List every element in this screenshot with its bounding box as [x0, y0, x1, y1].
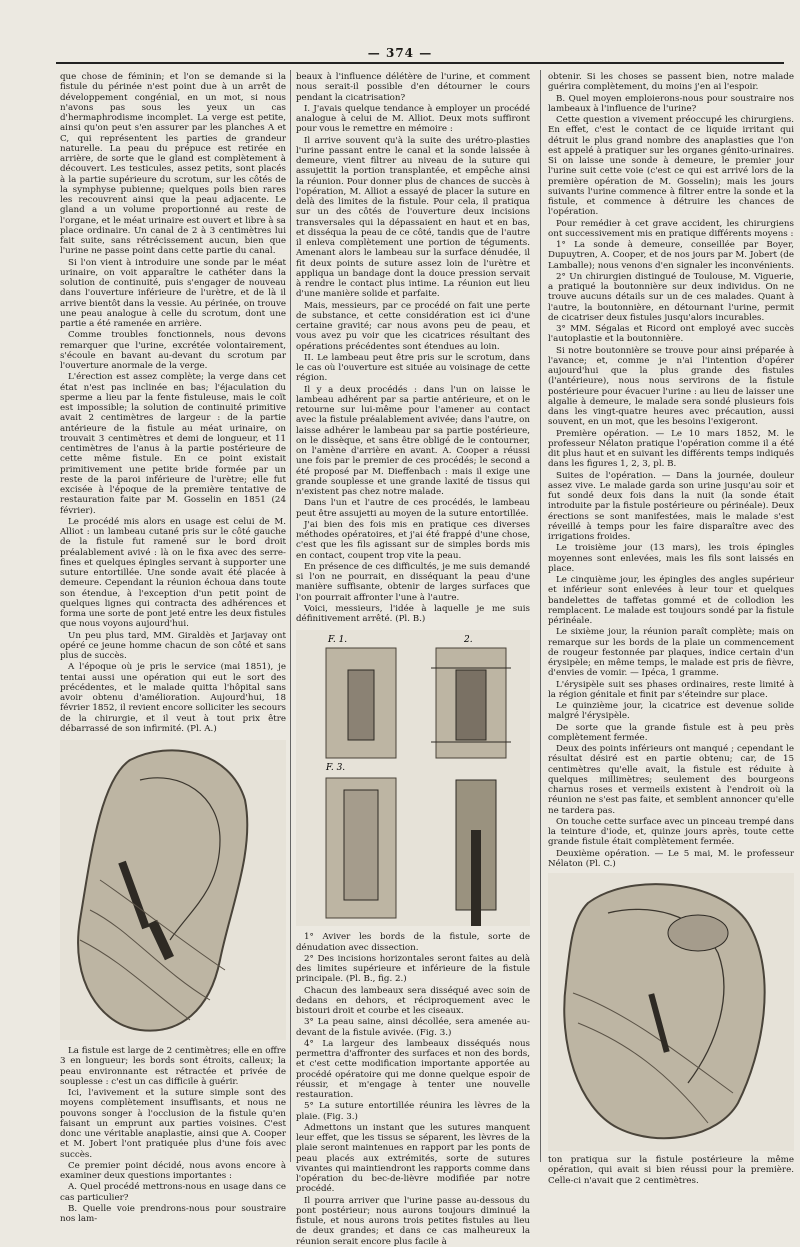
- paragraph: Le troisième jour (13 mars), les trois épingles moyennes sont enlevées, mais les fils sont laissés en place.: [548, 543, 794, 574]
- paragraph: Cette question a vivement préoccupé les chirurgiens. En effet, c'est le contact de ce liquide irritant qui détruit le plus grand nombre des anaplasties que l'on est appelé à pratiquer sur les organes génito-urinaires. Si on laisse une sonde à demeure, le premier jour l'urine suit cette voie (c'est ce qui est arrivé lors de la première opération de M. Gosselin); mais les jours suivants l'urine commence à filtrer entre la sonde et la fistule, et commence à détruire les chances de l'opération.: [548, 115, 794, 218]
- paragraph: On touche cette surface avec un pinceau trempé dans la teinture d'iode, et, quinze jours après, toute cette grande fistule était complètement fermée.: [548, 816, 794, 848]
- paragraph: ton pratiqua sur la fistule postérieure la même opération, qui avait si bien réussi pour la première. Celle-ci n'avait que 2 centimètres.: [548, 1155, 794, 1186]
- paragraph: A. Quel procédé mettrons-nous en usage dans ce cas particulier?: [60, 1182, 286, 1203]
- paragraph: La fistule est large de 2 centimètres; elle en offre 3 en longueur; les bords sont étroits, calleux; la peau environnante est rétractée et privée de souplesse : c'est un cas difficile à guérir.: [60, 1046, 286, 1087]
- column-2: [296, 72, 530, 1247]
- paragraph: Dans l'un et l'autre de ces procédés, le lambeau peut être assujetti au moyen de la suture entortillée.: [296, 498, 530, 519]
- paragraph: Si notre boutonnière se trouve pour ainsi préparée à l'avance; et, comme je n'ai l'intention d'opérer aujourd'hui que la plus grande des fistules (l'antérieure), nous nous servirons de la fistule postérieure pour évacuer l'urine : au lieu de laisser une algalie à demeure, le malade sera sondé plusieurs fois dans les vingt-quatre heures avec précaution, aussi souvent, en un mot, que les besoins l'exigeront.: [548, 345, 794, 428]
- paragraph: En présence de ces difficultés, je me suis demandé si l'on ne pourrait, en disséquant la peau d'une manière suffisante, obtenir de larges surfaces que l'on pourrait affronter l'une à l'autre.: [296, 561, 530, 603]
- paragraph: Chacun des lambeaux sera disséqué avec soin de dedans en dehors, et réciproquement avec le bistouri droit et courbe et les ciseaux.: [296, 985, 530, 1016]
- plate-c-engraving: [548, 873, 794, 1151]
- paragraph: 5° La suture entortillée réunira les lèvres de la plaie. (Fig. 3.): [296, 1101, 530, 1122]
- paragraph: Deuxième opération. — Le 5 mai, M. le professeur Nélaton (Pl. C.): [548, 848, 794, 869]
- paragraph: 4° La largeur des lambeaux disséqués nous permettra d'affronter des surfaces et non des bords, et c'est cette modification importante apportée au procédé opératoire qui me donne quelque espoir de réussir, et m'engage à tenter une nouvelle restauration.: [296, 1038, 530, 1100]
- column-3: [548, 72, 794, 1186]
- paragraph: Suites de l'opération. — Dans la journée, douleur assez vive. Le malade garda son urine jusqu'au soir et fut sondé deux fois dans la nuit (la sonde était introduite par la fistule postérieure ou périnéale). Deux érections se sont manifestées, mais le malade s'est réveillé à temps pour les faire disparaître avec des irrigations froides.: [548, 470, 794, 542]
- paragraph: J'ai bien des fois mis en pratique ces diverses méthodes opératoires, et j'ai été frappé d'une chose, c'est que les fils agissant sur de simples bords mis en contact, coupent trop vite la peau.: [296, 519, 530, 561]
- paragraph: L'érysipèle suit ses phases ordinaires, reste limité à la région génitale et finit par s'éteindre sur place.: [548, 679, 794, 700]
- paragraph: I. J'avais quelque tendance à employer un procédé analogue à celui de M. Alliot. Deux mots suffiront pour vous le remettre en mémoire :: [296, 103, 530, 135]
- paragraph: 2° Des incisions horizontales seront faites au delà des limites supérieure et inférieure de la fistule principale. (Pl. B., fig. 2.): [296, 953, 530, 985]
- paragraph: 3° La peau saine, ainsi décollée, sera amenée au-devant de la fistule avivée. (Fig. 3.): [296, 1017, 530, 1038]
- paragraph: Le cinquième jour, les épingles des angles supérieur et inférieur sont enlevées à leur tour et quelques bandelettes de taffetas gommé et de collodion les remplacent. Le malade est toujours sondé par la fistule périnéale.: [548, 575, 794, 626]
- plate-c-illustration: [548, 873, 794, 1151]
- figure-label: F. 3.: [326, 763, 346, 774]
- plate-b-engraving: [296, 630, 530, 926]
- paragraph: Il pourra arriver que l'urine passe au-dessous du pont postérieur; nous aurons toujours diminué la fistule, et nous aurons trois petites fistules au lieu de deux grandes; et dans ce cas malheureux la réunion serait encore plus facile à: [296, 1195, 530, 1247]
- column-1: [60, 72, 286, 1224]
- paragraph: 2° Un chirurgien distingué de Toulouse, M. Viguerie, a pratiqué la boutonnière sur deux individus. On ne trouve aucuns détails sur un de ces malades. Quant à l'autre, la boutonnière, en détournant l'urine, permit de cicatriser deux fistules jusqu'alors incurables.: [548, 271, 794, 323]
- figure-label: 2.: [464, 635, 473, 646]
- figure-label: F. 1.: [328, 635, 348, 646]
- header-rule: [56, 62, 784, 64]
- plate-a-engraving: [60, 740, 286, 1040]
- paragraph: beaux à l'influence délétère de l'urine, et comment nous serait-il possible d'en détourner le cours pendant la cicatrisation?: [296, 72, 530, 103]
- column-divider: [290, 70, 291, 1162]
- page-number: — 374 —: [367, 46, 433, 60]
- paragraph: Comme troubles fonctionnels, nous devons remarquer que l'urine, excrétée volontairement, s'écoule en bavant au-devant du scrotum par l'ouverture anormale de la verge.: [60, 330, 286, 371]
- paragraph: que chose de féminin; et l'on se demande si la fistule du périnée n'est point due à un arrêt de développement congénial, en un mot, si nous n'avons pas sous les yeux un cas d'hermaphrodisme incomplet. La verge est petite, ainsi qu'on peut s'en assurer par les planches A et C, qui représentent les parties de grandeur naturelle. La peau du prépuce est retirée en arrière, de sorte que le gland est complètement à découvert. Les testicules, assez petits, sont placés à la partie supérieure du scrotum, sur les côtés de la symphyse pubienne; quelques poils bien rares les recouvrent ainsi que la peau adjacente. Le gland a un volume proportionné au reste de l'organe, et le méat urinaire est ouvert et libre à sa place ordinaire. Un canal de 2 à 3 centimètres lui fait suite, sans rétrécissement aucun, bien que l'urine ne passe point dans cette partie du canal.: [60, 72, 286, 257]
- paragraph: Un peu plus tard, MM. Giraldès et Jarjavay ont opéré ce jeune homme chacun de son côté et sans plus de succès.: [60, 630, 286, 661]
- paragraph: Le procédé mis alors en usage est celui de M. Alliot : un lambeau cutané pris sur le côté gauche de la fistule fut ramené sur le bord droit préalablement avivé : là on le fixa avec des serre-fines et quelques épingles servant à supporter une suture entortillée. Une sonde avait été placée à demeure. Cependant la réunion échoua dans toute son étendue, à l'exception d'un petit point de quelques lignes qui contracta des adhérences et forma une sorte de pont jeté entre les deux fistules que nous voyons aujourd'hui.: [60, 516, 286, 630]
- plate-a-illustration: [60, 740, 286, 1040]
- paragraph: 3° MM. Ségalas et Ricord ont employé avec succès l'autoplastie et la boutonnière.: [548, 324, 794, 345]
- paragraph: Ici, l'avivement et la suture simple sont des moyens complètement insuffisants, et nous ne pouvons songer à l'occlusion de la fistule qu'en faisant un emprunt aux parties voisines. C'est donc une véritable anaplastie, ainsi que A. Cooper et M. Jobert l'ont pratiquée plus d'une fois avec succès.: [60, 1088, 286, 1160]
- paragraph: Voici, messieurs, l'idée à laquelle je me suis définitivement arrêté. (Pl. B.): [296, 603, 530, 624]
- paragraph: Mais, messieurs, par ce procédé on fait une perte de substance, et cette considération est ici d'une certaine gravité; car nous avons peu de peau, et vous avez pu voir que les cicatrices résultant des opérations précédentes sont étendues au loin.: [296, 300, 530, 352]
- paragraph: 1° Aviver les bords de la fistule, sorte de dénudation avec dissection.: [296, 932, 530, 953]
- paragraph: De sorte que la grande fistule est à peu près complètement fermée.: [548, 722, 794, 743]
- paragraph: Pour remédier à cet grave accident, les chirurgiens ont successivement mis en pratique différents moyens :: [548, 218, 794, 239]
- paragraph: 1° La sonde à demeure, conseillée par Boyer, Dupuytren, A. Cooper, et de nos jours par M. Jobert (de Lamballe); nous venons d'en signaler les inconvénients.: [548, 240, 794, 271]
- paragraph: Il arrive souvent qu'à la suite des urétro-plasties l'urine passant entre le canal et la sonde laissée à demeure, vient filtrer au niveau de la suture qui assujettit la portion transplantée, et empêche ainsi la réunion. Pour donner plus de chances de succès à l'opération, M. Alliot a essayé de placer la suture en delà des limites de la fistule. Pour cela, il pratiqua sur un des côtés de l'ouverture deux incisions transversales qui la dépassaient en haut et en bas, et disséqua la peau de ce côté, tandis que de l'autre il enleva complètement une portion de téguments. Amenant alors le lambeau sur la surface dénudée, il fit deux points de suture assez loin de l'urètre et appliqua un bandage dont la douce pression servait à rendre le contact plus intime. La réunion eut lieu d'une manière solide et parfaite.: [296, 135, 530, 300]
- paragraph: Ce premier point décidé, nous avons encore à examiner deux questions importantes :: [60, 1160, 286, 1181]
- plate-b-illustration: [296, 630, 530, 926]
- paragraph: Il y a deux procédés : dans l'un on laisse le lambeau adhérent par sa partie antérieure, et on le retourne sur lui-même pour l'amener au contact avec la fistule préalablement avivée; dans l'autre, on laisse adhérer le lambeau par sa partie postérieure, on le dissèque, et sans être obligé de le contourner, on l'amène d'arrière en avant. A. Cooper a réussi une fois par le premier de ces procédés; le second a été proposé par M. Dieffenbach : mais il exige une grande souplesse et une grande laxité de tissus qui n'existent pas chez notre malade.: [296, 384, 530, 497]
- paragraph: Deux des points inférieurs ont manqué ; cependant le résultat désiré est en partie obtenu; car, de 15 centimètres qu'elle avait, la fistule est réduite à quelques millimètres; seulement des bourgeons charnus roses et vermeils existent à l'endroit où la réunion ne s'est pas faite, et semblent annoncer qu'elle ne tardera pas.: [548, 744, 794, 816]
- paragraph: Le sixième jour, la réunion paraît complète; mais on remarque sur les bords de la plaie un commencement de rougeur festonnée par plaques, indice certain d'un érysipèle; en même temps, le malade est pris de fièvre, d'envies de vomir. — Ipéca, 1 gramme.: [548, 627, 794, 679]
- paragraph: obtenir. Si les choses se passent bien, notre malade guérira complètement, du moins j'en ai l'espoir.: [548, 72, 794, 93]
- paragraph: B. Quel moyen emploierons-nous pour soustraire nos lambeaux à l'influence de l'urine?: [548, 93, 794, 114]
- paragraph: Si l'on vient à introduire une sonde par le méat urinaire, on voit apparaître le cathéter dans la solution de continuité, puis s'engager de nouveau dans l'ouverture inférieure de l'urètre, et de là il arrive bientôt dans la vessie. Au périnée, on trouve une peau analogue à celle du scrotum, dont une partie a été ramenée en arrière.: [60, 257, 286, 329]
- paragraph: L'érection est assez complète; la verge dans cet état n'est pas inclinée en bas; l'éjaculation du sperme a lieu par la fente fistuleuse, mais le coït est impossible; la solution de continuité primitive avait 2 centimètres de largeur : de la partie antérieure de la fistule au méat urinaire, on trouvait 3 centimètres et demi de longueur, et 11 centimètres de l'anus à la partie postérieure de cette même fistule. En ce point existait primitivement une petite bride formée par un reste de la paroi inférieure de l'urètre; elle fut excisée à l'époque de la première tentative de restauration faite par M. Gosselin en 1851 (24 février).: [60, 372, 286, 516]
- paragraph: Le quinzième jour, la cicatrice est devenue solide malgré l'érysipèle.: [548, 701, 794, 722]
- paragraph: A l'époque où je pris le service (mai 1851), je tentai aussi une opération qui eut le sort des précédentes, et le malade quitta l'hôpital sans avoir obtenu d'amélioration. Aujourd'hui, 18 février 1852, il revient encore solliciter les secours de la chirurgie, et il veut à tout prix être débarrassé de son infirmité. (Pl. A.): [60, 662, 286, 734]
- paragraph: Admettons un instant que les sutures manquent leur effet, que les tissus se séparent, les lèvres de la plaie seront maintenues en rapport par les ponts de peau placés aux extrémités, sorte de sutures vivantes qui maintiendront les rapports comme dans l'opération du bec-de-lièvre modifiée par notre procédé.: [296, 1122, 530, 1195]
- column-divider: [540, 70, 541, 1162]
- paragraph: B. Quelle voie prendrons-nous pour soustraire nos lam-: [60, 1203, 286, 1224]
- paragraph: Première opération. — Le 10 mars 1852, M. le professeur Nélaton pratique l'opération comme il a été dit plus haut et en suivant les différents temps indiqués dans les figures 1, 2, 3, pl. B.: [548, 428, 794, 470]
- paragraph: II. Le lambeau peut être pris sur le scrotum, dans le cas où l'ouverture est située au voisinage de cette région.: [296, 352, 530, 384]
